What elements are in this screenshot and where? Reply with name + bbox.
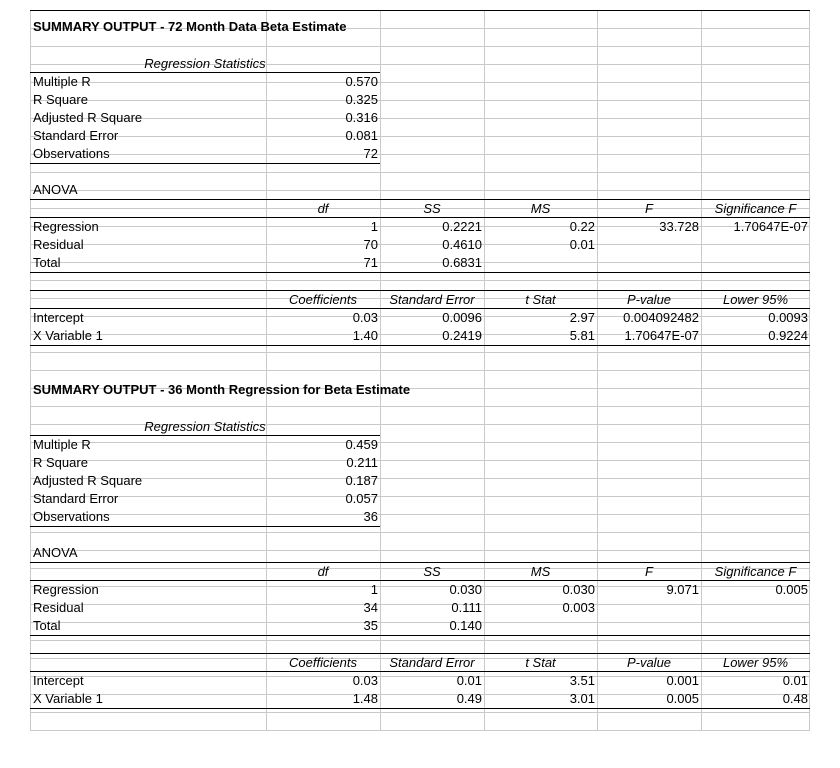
grid-row-line	[30, 730, 810, 731]
anova-df[interactable]: 1	[370, 219, 378, 234]
grid-row-line	[30, 46, 810, 47]
coef-t-stat[interactable]: 5.81	[569, 328, 595, 343]
table-bottom-border	[30, 526, 380, 527]
stat-value[interactable]: 0.057	[345, 491, 378, 506]
anova-header-ss: SS	[423, 201, 441, 216]
coef-value[interactable]: 0.03	[352, 673, 378, 688]
anova-significance-f[interactable]: 1.70647E-07	[733, 219, 808, 234]
anova-row-label: Residual	[33, 600, 84, 615]
summary-title: SUMMARY OUTPUT - 72 Month Data Beta Estimate	[33, 19, 347, 34]
grid-row-line	[30, 640, 810, 641]
anova-header-f: F	[645, 564, 653, 579]
stat-value[interactable]: 0.570	[345, 74, 378, 89]
anova-row-label: Residual	[33, 237, 84, 252]
anova-header-ms: MS	[530, 201, 551, 216]
anova-ms[interactable]: 0.22	[569, 219, 595, 234]
coef-bottom-border	[30, 345, 810, 346]
coef-bottom-border	[30, 708, 810, 709]
anova-header-df: df	[317, 564, 329, 579]
anova-bottom-border	[30, 635, 810, 636]
anova-ss[interactable]: 0.6831	[442, 255, 482, 270]
coef-p-value[interactable]: 0.001	[666, 673, 699, 688]
stat-value[interactable]: 0.325	[345, 92, 378, 107]
anova-ss[interactable]: 0.030	[449, 582, 482, 597]
anova-ms[interactable]: 0.01	[569, 237, 595, 252]
coef-row-label: X Variable 1	[33, 328, 103, 343]
anova-header-f: F	[645, 201, 653, 216]
coef-header-lower-95: Lower 95%	[722, 292, 789, 307]
grid-row-line	[30, 172, 810, 173]
grid-row-line	[30, 370, 810, 371]
coef-t-stat[interactable]: 3.01	[569, 691, 595, 706]
stat-value[interactable]: 36	[363, 509, 378, 524]
regression-statistics-header: Regression Statistics	[144, 56, 266, 71]
coef-header-t-stat: t Stat	[525, 292, 556, 307]
anova-bottom-border	[30, 272, 810, 273]
coef-standard-error[interactable]: 0.49	[456, 691, 482, 706]
anova-df[interactable]: 34	[363, 600, 378, 615]
stat-value[interactable]: 0.081	[345, 128, 378, 143]
stat-value[interactable]: 0.187	[345, 473, 378, 488]
anova-ss[interactable]: 0.111	[451, 600, 482, 615]
anova-ss[interactable]: 0.2221	[442, 219, 482, 234]
anova-f[interactable]: 9.071	[666, 582, 699, 597]
grid-row-line	[30, 352, 810, 353]
grid-row-line	[30, 712, 810, 713]
coef-header-standard-error: Standard Error	[389, 292, 475, 307]
anova-row-label: Regression	[33, 219, 99, 234]
coef-standard-error[interactable]: 0.0096	[442, 310, 482, 325]
grid-row-line	[30, 406, 810, 407]
anova-row-label: Total	[33, 618, 61, 633]
anova-ms[interactable]: 0.003	[562, 600, 595, 615]
coef-header-p-value: P-value	[626, 292, 672, 307]
coef-t-stat[interactable]: 3.51	[569, 673, 595, 688]
anova-df[interactable]: 35	[363, 618, 378, 633]
stat-label: Adjusted R Square	[33, 473, 143, 488]
stat-label: Multiple R	[33, 74, 91, 89]
anova-label: ANOVA	[33, 545, 78, 560]
anova-ss[interactable]: 0.4610	[442, 237, 482, 252]
anova-df[interactable]: 70	[363, 237, 378, 252]
stat-label: Observations	[33, 146, 110, 161]
coef-header-coefficients: Coefficients	[289, 292, 357, 307]
anova-header-ss: SS	[423, 564, 441, 579]
coef-value[interactable]: 1.48	[352, 691, 378, 706]
anova-df[interactable]: 1	[370, 582, 378, 597]
stat-value[interactable]: 0.316	[345, 110, 378, 125]
stat-label: Standard Error	[33, 491, 119, 506]
spreadsheet-grid[interactable]	[30, 10, 810, 730]
coef-t-stat[interactable]: 2.97	[569, 310, 595, 325]
anova-label: ANOVA	[33, 182, 78, 197]
coef-lower-95[interactable]: 0.01	[782, 673, 808, 688]
summary-title: SUMMARY OUTPUT - 36 Month Regression for Beta Estimate	[33, 382, 411, 397]
coef-header-lower-95: Lower 95%	[722, 655, 789, 670]
coef-lower-95[interactable]: 0.48	[782, 691, 808, 706]
stat-label: Multiple R	[33, 437, 91, 452]
coef-value[interactable]: 0.03	[352, 310, 378, 325]
anova-row-label: Regression	[33, 582, 99, 597]
anova-f[interactable]: 33.728	[659, 219, 699, 234]
grid-row-line	[30, 280, 810, 281]
anova-row-label: Total	[33, 255, 61, 270]
regression-statistics-header: Regression Statistics	[144, 419, 266, 434]
coef-lower-95[interactable]: 0.0093	[768, 310, 808, 325]
coef-row-label: Intercept	[33, 310, 84, 325]
coef-p-value[interactable]: 0.004092482	[623, 310, 699, 325]
coef-standard-error[interactable]: 0.2419	[442, 328, 482, 343]
top-border	[30, 10, 810, 11]
coef-p-value[interactable]: 0.005	[666, 691, 699, 706]
coef-row-label: X Variable 1	[33, 691, 103, 706]
anova-header-ms: MS	[530, 564, 551, 579]
coef-header-p-value: P-value	[626, 655, 672, 670]
stat-label: Standard Error	[33, 128, 119, 143]
grid-row-line	[30, 532, 810, 533]
stat-value[interactable]: 72	[363, 146, 378, 161]
coef-header-standard-error: Standard Error	[389, 655, 475, 670]
table-bottom-border	[30, 163, 380, 164]
anova-header-df: df	[317, 201, 329, 216]
coef-p-value[interactable]: 1.70647E-07	[624, 328, 699, 343]
stat-value[interactable]: 0.459	[345, 437, 378, 452]
anova-header-significance-f: Significance F	[714, 201, 797, 216]
anova-ss[interactable]: 0.140	[449, 618, 482, 633]
anova-ms[interactable]: 0.030	[562, 582, 595, 597]
coef-standard-error[interactable]: 0.01	[456, 673, 482, 688]
stat-label: Observations	[33, 509, 110, 524]
anova-significance-f[interactable]: 0.005	[775, 582, 808, 597]
coef-value[interactable]: 1.40	[352, 328, 378, 343]
stat-label: R Square	[33, 92, 88, 107]
stat-label: R Square	[33, 455, 88, 470]
stat-value[interactable]: 0.211	[346, 455, 378, 470]
anova-header-significance-f: Significance F	[714, 564, 797, 579]
stat-label: Adjusted R Square	[33, 110, 143, 125]
coef-header-t-stat: t Stat	[525, 655, 556, 670]
coef-lower-95[interactable]: 0.9224	[768, 328, 808, 343]
anova-df[interactable]: 71	[363, 255, 378, 270]
coef-row-label: Intercept	[33, 673, 84, 688]
coef-header-coefficients: Coefficients	[289, 655, 357, 670]
